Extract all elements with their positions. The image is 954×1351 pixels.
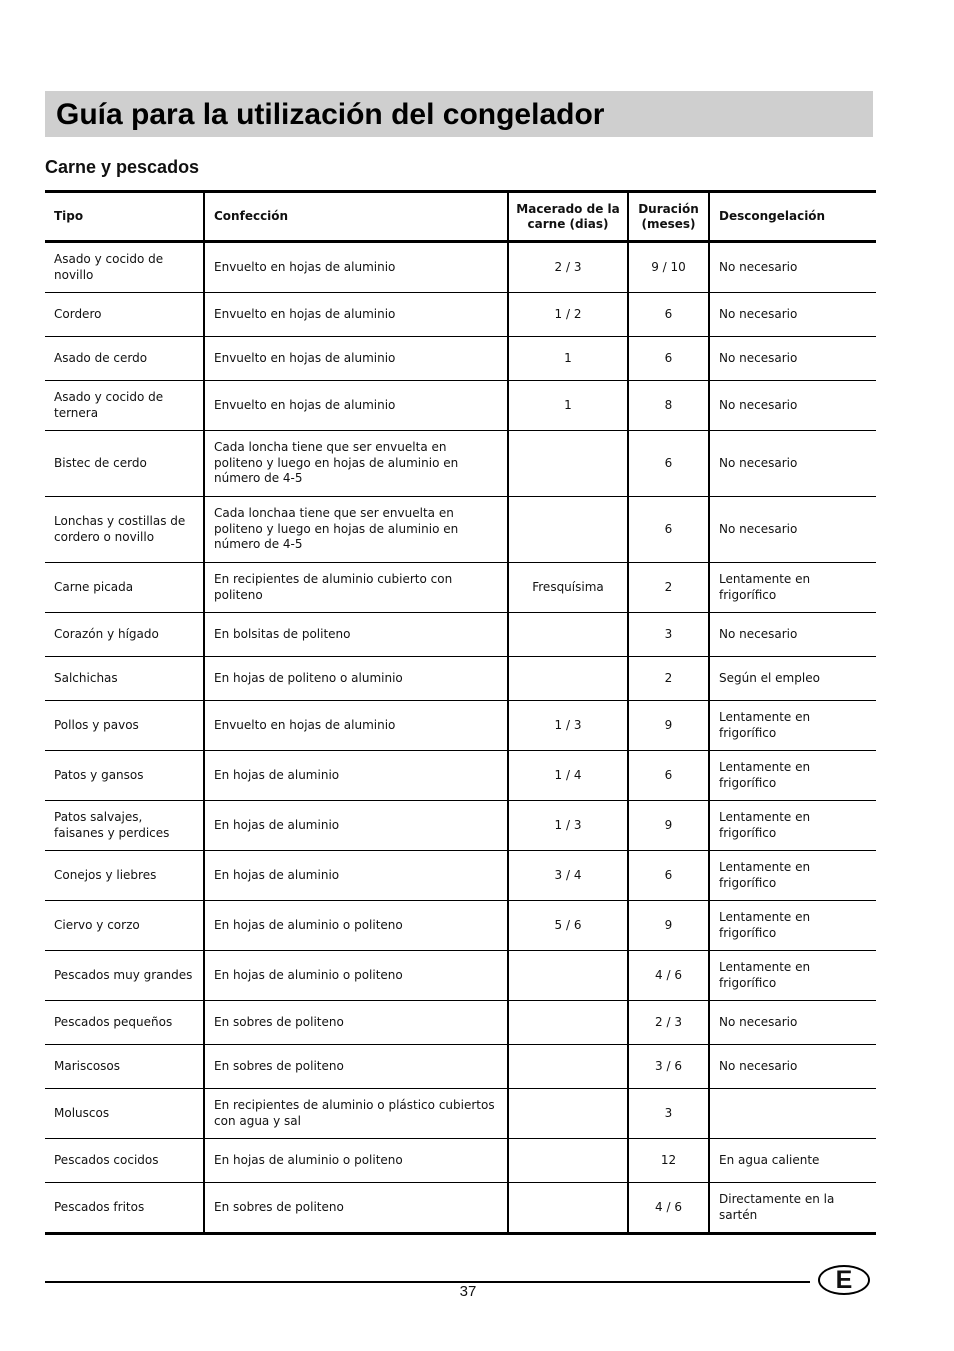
cell-descongelacion: No necesario <box>709 337 876 381</box>
cell-tipo: Moluscos <box>45 1089 204 1139</box>
page-number: 37 <box>459 1283 477 1300</box>
table-header-row <box>45 192 876 242</box>
table-row <box>45 613 876 657</box>
cell-macerado <box>508 1183 628 1234</box>
cell-confeccion: En hojas de aluminio <box>204 751 508 801</box>
cell-tipo: Patos salvajes, faisanes y perdices <box>45 801 204 851</box>
cell-confeccion: En hojas de aluminio o politeno <box>204 951 508 1001</box>
cell-descongelacion: No necesario <box>709 431 876 497</box>
cell-macerado: 3 / 4 <box>508 851 628 901</box>
section-title: Carne y pescados <box>45 157 200 177</box>
cell-tipo: Lonchas y costillas de cordero o novillo <box>45 497 204 563</box>
header-tipo: Tipo <box>45 192 204 242</box>
table-row <box>45 901 876 951</box>
table-row <box>45 1045 876 1089</box>
cell-macerado <box>508 1139 628 1183</box>
cell-macerado: 2 / 3 <box>508 242 628 293</box>
cell-macerado <box>508 657 628 701</box>
header-descongelacion: Descongelación <box>709 192 876 242</box>
cell-duracion: 4 / 6 <box>628 1183 709 1234</box>
table-row <box>45 242 876 293</box>
cell-confeccion: Envuelto en hojas de aluminio <box>204 381 508 431</box>
cell-duracion: 3 / 6 <box>628 1045 709 1089</box>
cell-confeccion: En hojas de aluminio o politeno <box>204 901 508 951</box>
cell-confeccion: Envuelto en hojas de aluminio <box>204 701 508 751</box>
cell-macerado <box>508 1089 628 1139</box>
table-row <box>45 497 876 563</box>
cell-macerado <box>508 1001 628 1045</box>
cell-confeccion: Envuelto en hojas de aluminio <box>204 293 508 337</box>
cell-tipo: Bistec de cerdo <box>45 431 204 497</box>
cell-macerado: 1 / 3 <box>508 801 628 851</box>
footer-divider <box>45 1281 810 1283</box>
cell-duracion: 9 <box>628 701 709 751</box>
table-row <box>45 431 876 497</box>
cell-descongelacion: Según el empleo <box>709 657 876 701</box>
cell-descongelacion: En agua caliente <box>709 1139 876 1183</box>
table-row <box>45 563 876 613</box>
cell-confeccion: Envuelto en hojas de aluminio <box>204 337 508 381</box>
cell-tipo: Conejos y liebres <box>45 851 204 901</box>
table-row <box>45 801 876 851</box>
cell-tipo: Salchichas <box>45 657 204 701</box>
cell-descongelacion <box>709 1089 876 1139</box>
cell-confeccion: En recipientes de aluminio cubierto con politeno <box>204 563 508 613</box>
cell-tipo: Carne picada <box>45 563 204 613</box>
cell-descongelacion: No necesario <box>709 293 876 337</box>
table-row <box>45 1089 876 1139</box>
title-bar <box>45 91 873 137</box>
cell-descongelacion: Lentamente en frigorífico <box>709 951 876 1001</box>
cell-descongelacion: Lentamente en frigorífico <box>709 801 876 851</box>
cell-descongelacion: No necesario <box>709 242 876 293</box>
cell-descongelacion: No necesario <box>709 1001 876 1045</box>
cell-tipo: Cordero <box>45 293 204 337</box>
cell-confeccion: En hojas de politeno o aluminio <box>204 657 508 701</box>
cell-macerado: 1 / 4 <box>508 751 628 801</box>
cell-tipo: Pescados muy grandes <box>45 951 204 1001</box>
cell-confeccion: En bolsitas de politeno <box>204 613 508 657</box>
cell-descongelacion: No necesario <box>709 613 876 657</box>
table-row <box>45 1001 876 1045</box>
cell-duracion: 6 <box>628 431 709 497</box>
cell-descongelacion: Lentamente en frigorífico <box>709 901 876 951</box>
table-row <box>45 851 876 901</box>
cell-descongelacion: No necesario <box>709 497 876 563</box>
cell-tipo: Asado de cerdo <box>45 337 204 381</box>
cell-macerado: 1 / 3 <box>508 701 628 751</box>
cell-duracion: 6 <box>628 851 709 901</box>
cell-descongelacion: No necesario <box>709 1045 876 1089</box>
header-duracion: Duración (meses) <box>628 192 709 242</box>
cell-descongelacion: Lentamente en frigorífico <box>709 851 876 901</box>
cell-descongelacion: Lentamente en frigorífico <box>709 751 876 801</box>
cell-tipo: Pollos y pavos <box>45 701 204 751</box>
header-macerado: Macerado de la carne (dias) <box>508 192 628 242</box>
table-row <box>45 1183 876 1234</box>
cell-macerado <box>508 1045 628 1089</box>
cell-descongelacion: No necesario <box>709 381 876 431</box>
cell-tipo: Pescados cocidos <box>45 1139 204 1183</box>
cell-descongelacion: Directamente en la sartén <box>719 1192 835 1222</box>
cell-macerado: 1 <box>508 337 628 381</box>
cell-macerado: 5 / 6 <box>508 901 628 951</box>
cell-duracion: 4 / 6 <box>628 951 709 1001</box>
table-row <box>45 951 876 1001</box>
cell-macerado <box>508 951 628 1001</box>
cell-duracion: 8 <box>628 381 709 431</box>
cell-duracion: 6 <box>628 293 709 337</box>
freezer-guide-table <box>45 190 876 1235</box>
cell-tipo: Corazón y hígado <box>45 613 204 657</box>
cell-duracion: 2 <box>628 563 709 613</box>
cell-confeccion: En sobres de politeno <box>204 1001 508 1045</box>
cell-confeccion: En hojas de aluminio o politeno <box>204 1139 508 1183</box>
table-row <box>45 751 876 801</box>
cell-tipo: Mariscosos <box>45 1045 204 1089</box>
cell-confeccion: En recipientes de aluminio o plástico cubiertos con agua y sal <box>204 1089 508 1139</box>
page-title: Guía para la utilización del congelador <box>56 98 605 131</box>
cell-duracion: 2 <box>628 657 709 701</box>
table-row <box>45 1139 876 1183</box>
table-row <box>45 293 876 337</box>
cell-macerado: Fresquísima <box>508 563 628 613</box>
cell-confeccion: En sobres de politeno <box>204 1045 508 1089</box>
cell-confeccion: Cada lonchaa tiene que ser envuelta en politeno y luego en hojas de aluminio en número de 4-5 <box>204 497 508 563</box>
cell-duracion: 6 <box>628 751 709 801</box>
cell-confeccion: En sobres de politeno <box>204 1183 508 1234</box>
cell-tipo: Asado y cocido de ternera <box>45 381 204 431</box>
header-confeccion: Confección <box>204 192 508 242</box>
cell-duracion: 12 <box>628 1139 709 1183</box>
language-badge: E <box>818 1265 870 1295</box>
cell-confeccion: En hojas de aluminio <box>204 851 508 901</box>
cell-macerado: 1 <box>508 381 628 431</box>
cell-duracion: 9 <box>628 801 709 851</box>
table-row <box>45 337 876 381</box>
cell-tipo: Asado y cocido de novillo <box>45 242 204 293</box>
cell-tipo: Ciervo y corzo <box>45 901 204 951</box>
cell-duracion: 6 <box>628 497 709 563</box>
cell-tipo: Pescados pequeños <box>45 1001 204 1045</box>
cell-confeccion: Envuelto en hojas de aluminio <box>204 242 508 293</box>
cell-descongelacion: Lentamente en frigorífico <box>709 563 876 613</box>
cell-confeccion: En hojas de aluminio <box>204 801 508 851</box>
cell-duracion: 3 <box>628 1089 709 1139</box>
cell-macerado: 1 / 2 <box>508 293 628 337</box>
table-row <box>45 657 876 701</box>
cell-confeccion: Cada loncha tiene que ser envuelta en politeno y luego en hojas de aluminio en número de 4-5 <box>204 431 508 497</box>
cell-duracion: 6 <box>628 337 709 381</box>
cell-tipo: Pescados fritos <box>45 1183 204 1234</box>
cell-duracion: 9 <box>628 901 709 951</box>
cell-tipo: Patos y gansos <box>45 751 204 801</box>
cell-macerado <box>508 613 628 657</box>
cell-duracion: 3 <box>628 613 709 657</box>
cell-duracion: 2 / 3 <box>628 1001 709 1045</box>
cell-duracion: 9 / 10 <box>628 242 709 293</box>
cell-descongelacion: Lentamente en frigorífico <box>709 701 876 751</box>
cell-macerado <box>508 431 628 497</box>
table-row <box>45 701 876 751</box>
table-row <box>45 381 876 431</box>
cell-macerado <box>508 497 628 563</box>
